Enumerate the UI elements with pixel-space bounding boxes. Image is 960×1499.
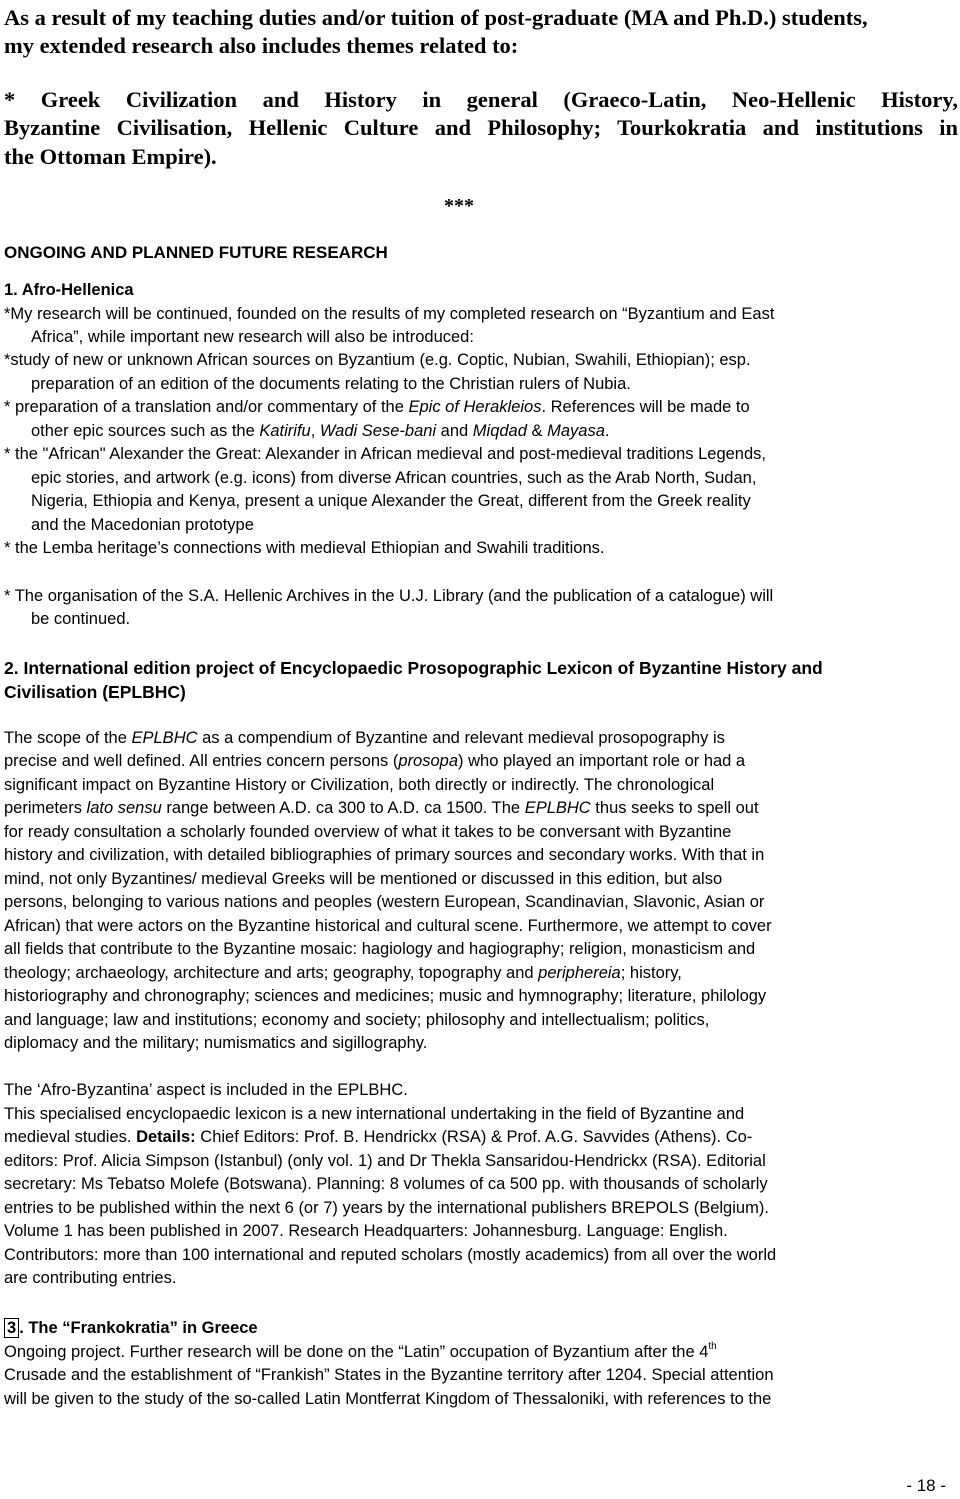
section-heading: ONGOING AND PLANNED FUTURE RESEARCH (4, 243, 388, 262)
subsection-title: 1. Afro-Hellenica (4, 281, 134, 299)
paragraph-line: * the "African" Alexander the Great: Alexander in African medieval and post-medieval traditions Legends, (4, 445, 766, 463)
paragraph-line: mind, not only Byzantines/ medieval Greeks will be mentioned or discussed in this edition, but also (4, 870, 723, 888)
paragraph-line: are contributing entries. (4, 1269, 177, 1287)
paragraph-line: Crusade and the establishment of “Frankish” States in the Byzantine territory after 1204. Special attention (4, 1366, 774, 1384)
paragraph-line: epic stories, and artwork (e.g. icons) from diverse African countries, such as the Arab North, Sudan, (31, 469, 757, 487)
paragraph-line: * the Lemba heritage’s connections with medieval Ethiopian and Swahili traditions. (4, 539, 605, 557)
paragraph-line: editors: Prof. Alicia Simpson (Istanbul) (only vol. 1) and Dr Thekla Sansaridou-Hendrickx (RSA). Editorial (4, 1152, 766, 1170)
paragraph-line: all fields that contribute to the Byzantine mosaic: hagiology and hagiography; religion, monasticism and (4, 940, 756, 958)
paragraph-line: This specialised encyclopaedic lexicon is a new international undertaking in the field of Byzantine and (4, 1105, 745, 1123)
paragraph-line: persons, belonging to various nations and peoples (western European, Scandinavian, Slavonic, Asian or (4, 893, 765, 911)
intro-line: the Ottoman Empire). (4, 144, 217, 169)
paragraph-line: Nigeria, Ethiopia and Kenya, present a unique Alexander the Great, different from the Greek reality (31, 492, 751, 510)
paragraph-line: significant impact on Byzantine History or Civilization, both directly or indirectly. The chronological (4, 776, 715, 794)
intro-line: Byzantine Civilisation, Hellenic Culture and Philosophy; Tourkokratia and institutions in (4, 115, 958, 140)
subsection-title: 2. International edition project of Encyclopaedic Prosopographic Lexicon of Byzantine History and (4, 658, 823, 678)
paragraph-line: history and civilization, with detailed bibliographies of primary sources and secondary works. With that in (4, 846, 765, 864)
paragraph-line: * The organisation of the S.A. Hellenic Archives in the U.J. Library (and the publication of a catalogue) will (4, 587, 774, 605)
paragraph-line: medieval studies. Details: Chief Editors: Prof. B. Hendrickx (RSA) & Prof. A.G. Savvides (Athens). Co- (4, 1128, 753, 1146)
paragraph-line: Africa”, while important new research will also be introduced: (31, 328, 474, 346)
paragraph-line: theology; archaeology, architecture and arts; geography, topography and periphereia; history, (4, 964, 682, 982)
paragraph-line: * preparation of a translation and/or commentary of the Epic of Herakleios. References will be made to (4, 398, 750, 416)
paragraph-line: secretary: Ms Tebatso Molefe (Botswana). Planning: 8 volumes of ca 500 pp. with thousands of scholarly (4, 1175, 768, 1193)
paragraph-line: African) that were actors on the Byzantine historical and cultural scene. Furthermore, we attempt to cover (4, 917, 772, 935)
paragraph-line: perimeters lato sensu range between A.D. ca 300 to A.D. ca 1500. The EPLBHC thus seeks to spell out (4, 799, 759, 817)
paragraph-line: historiography and chronography; sciences and medicines; music and hymnography; literature, philology (4, 987, 767, 1005)
page-number: - 18 - (906, 1476, 946, 1495)
paragraph-line: The ‘Afro-Byzantina’ aspect is included in the EPLBHC. (4, 1081, 408, 1099)
paragraph-line: precise and well defined. All entries concern persons (prosopa) who played an important role or had a (4, 752, 746, 770)
intro-line: As a result of my teaching duties and/or tuition of post-graduate (MA and Ph.D.) students, (4, 5, 868, 30)
section-number-box: 3 (4, 1318, 19, 1338)
subsection-title: Civilisation (EPLBHC) (4, 682, 186, 702)
paragraph-line: *study of new or unknown African sources on Byzantium (e.g. Coptic, Nubian, Swahili, Ethiopian); esp. (4, 351, 751, 369)
paragraph-line: Volume 1 has been published in 2007. Research Headquarters: Johannesburg. Language: English. (4, 1222, 728, 1240)
intro-line: * Greek Civilization and History in general (Graeco-Latin, Neo-Hellenic History, (4, 87, 958, 112)
paragraph-line: and language; law and institutions; economy and society; philosophy and intellectualism; politics, (4, 1011, 710, 1029)
paragraph-line: The scope of the EPLBHC as a compendium of Byzantine and relevant medieval prosopography is (4, 729, 725, 747)
intro-line: my extended research also includes themes related to: (4, 33, 519, 58)
paragraph-line: other epic sources such as the Katirifu, Wadi Sese-bani and Miqdad & Mayasa. (31, 422, 610, 440)
paragraph-line: Ongoing project. Further research will be done on the “Latin” occupation of Byzantium after the 4th (4, 1341, 717, 1361)
paragraph-line: preparation of an edition of the documents relating to the Christian rulers of Nubia. (31, 375, 631, 393)
paragraph-line: will be given to the study of the so-called Latin Montferrat Kingdom of Thessaloniki, with references to the (4, 1390, 772, 1408)
paragraph-line: diplomacy and the military; numismatics and sigillography. (4, 1034, 428, 1052)
paragraph-line: *My research will be continued, founded on the results of my completed research on “Byzantium and East (4, 305, 775, 323)
paragraph-line: be continued. (31, 610, 131, 628)
paragraph-line: and the Macedonian prototype (31, 516, 254, 534)
subsection-title: 3 . The “Frankokratia” in Greece (4, 1317, 258, 1340)
section-separator: *** (444, 195, 474, 217)
paragraph-line: for ready consultation a scholarly founded overview of what it takes to be conversant with Byzantine (4, 823, 732, 841)
paragraph-line: entries to be published within the next 6 (or 7) years by the international publishers BREPOLS (Belgium). (4, 1199, 769, 1217)
paragraph-line: Contributors: more than 100 international and reputed scholars (mostly academics) from all over the world (4, 1246, 777, 1264)
